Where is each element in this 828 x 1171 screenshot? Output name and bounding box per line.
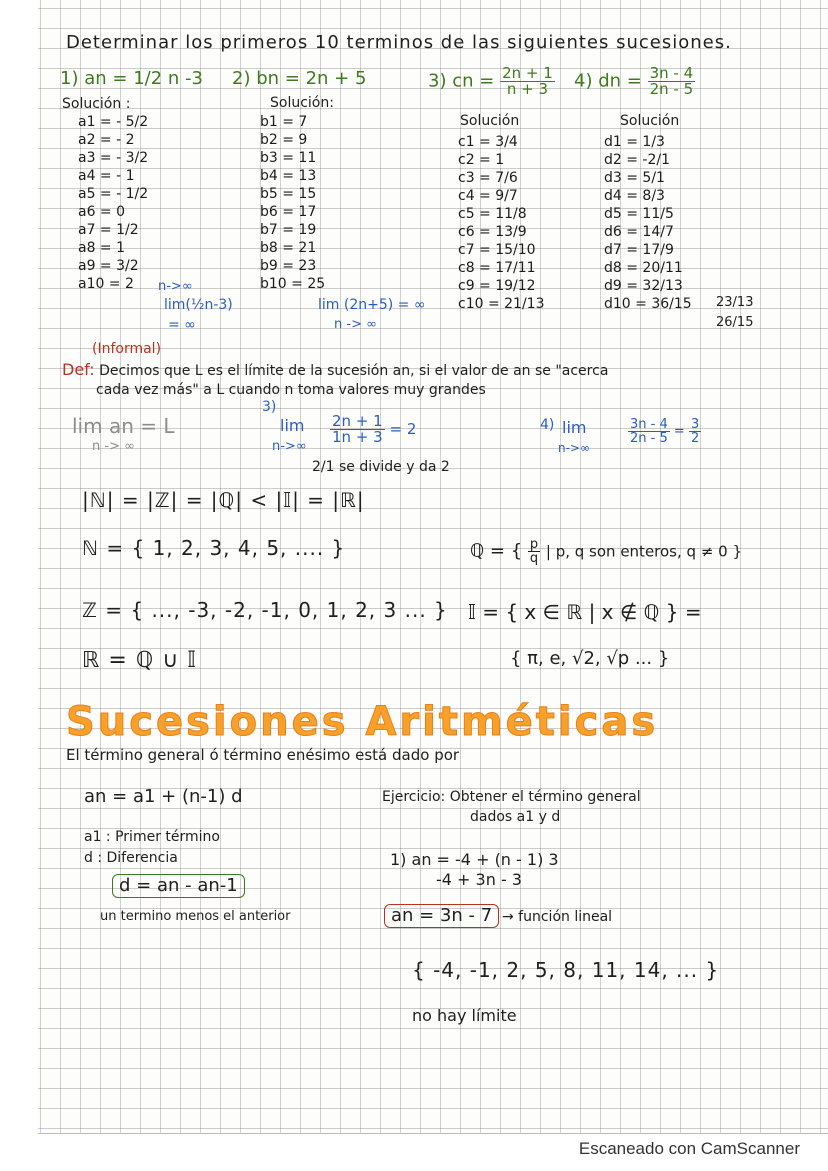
page-title: Determinar los primeros 10 terminos de las siguientes sucesiones.: [66, 32, 732, 53]
problem-4-lhs: dn =: [598, 70, 642, 92]
integers-set: ℤ = { ..., -3, -2, -1, 0, 1, 2, 3 ... }: [82, 598, 448, 622]
sequence-values: { -4, -1, 2, 5, 8, 11, 14, ... }: [412, 958, 720, 982]
term: d9 = 32/13: [604, 278, 683, 294]
paper-edge: [38, 1133, 828, 1134]
term: b4 = 13: [260, 168, 317, 184]
term: a8 = 1: [78, 240, 126, 256]
term: b8 = 21: [260, 240, 317, 256]
problem-1-label: 1): [60, 68, 79, 89]
definition-line-2: cada vez más" a L cuando n toma valores muy grandes: [96, 382, 486, 398]
fraction-denominator: 2n - 5: [630, 431, 668, 446]
example-3-fraction: [330, 414, 416, 445]
term: c5 = 11/8: [458, 206, 527, 222]
correction-d9: 23/13: [716, 295, 754, 310]
problem-1-formula: [60, 70, 203, 88]
term: d1 = 1/3: [604, 134, 665, 150]
fraction-numerator: 3n - 4: [630, 417, 668, 432]
term: c9 = 19/12: [458, 278, 536, 294]
term: a10 = 2: [78, 276, 134, 292]
term: a2 = - 2: [78, 132, 135, 148]
irrationals-set: 𝕀 = { x ∈ ℝ | x ∉ ℚ } =: [468, 600, 702, 624]
term: b5 = 15: [260, 186, 317, 202]
definition-line-1: [62, 362, 608, 378]
fraction-denominator: 1n + 3: [332, 428, 383, 446]
term: d4 = 8/3: [604, 188, 665, 204]
term: d2 = -2/1: [604, 152, 671, 168]
general-formula: an = a1 + (n-1) d: [84, 786, 243, 807]
term: a9 = 3/2: [78, 258, 139, 274]
section-title: Sucesiones Aritméticas: [66, 699, 659, 745]
problem-3-solution-label: Solución: [460, 113, 520, 129]
term: c7 = 15/10: [458, 242, 536, 258]
problem-1-rhs: 1/2 n -3: [133, 68, 203, 89]
problem-2-rhs: 2n + 5: [305, 68, 367, 89]
example-3-note: 2/1 se divide y da 2: [312, 459, 450, 475]
term: c3 = 7/6: [458, 170, 518, 186]
term: b10 = 25: [260, 276, 326, 292]
exercise-step-1: 1) an = -4 + (n - 1) 3: [390, 850, 559, 869]
fraction: [628, 418, 670, 445]
term: a7 = 1/2: [78, 222, 139, 238]
term: b2 = 9: [260, 132, 308, 148]
fraction-numerator: 3n - 4: [649, 64, 694, 82]
problem-2-lhs: bn =: [256, 68, 300, 89]
term: c1 = 3/4: [458, 134, 518, 150]
problem-1-lhs: an =: [84, 68, 128, 89]
d-formula-box: d = an - an-1: [112, 874, 245, 898]
problem-4-label: 4): [574, 70, 593, 92]
def-label: Def:: [62, 360, 95, 379]
fraction-denominator: n + 3: [506, 80, 548, 98]
naturals-set: ℕ = { 1, 2, 3, 4, 5, .... }: [82, 536, 346, 560]
example-3-result: = 2: [389, 420, 417, 438]
term: c8 = 17/11: [458, 260, 536, 276]
term: a1 = - 5/2: [78, 114, 149, 130]
term: c6 = 13/9: [458, 224, 527, 240]
problem-1-terms: [78, 113, 148, 293]
problem-4-formula: [574, 66, 695, 97]
example-3-lim: lim: [280, 416, 305, 435]
example-4-equals: =: [673, 424, 685, 439]
cardinality-relation: |ℕ| = |ℤ| = |ℚ| < |𝕀| = |ℝ|: [82, 488, 365, 512]
term: c2 = 1: [458, 152, 505, 168]
problem-3-fraction: [500, 66, 555, 97]
problem-3-label: 3): [428, 70, 447, 92]
term: a3 = - 3/2: [78, 150, 149, 166]
fraction: [330, 414, 385, 445]
example-3-label: 3): [262, 399, 277, 415]
term: a5 = - 1/2: [78, 186, 149, 202]
problem-2-label: 2): [232, 68, 251, 89]
problem-2-terms: [260, 113, 325, 293]
d-formula-note: un termino menos el anterior: [100, 909, 291, 924]
example-4-label: 4): [540, 417, 555, 433]
correction-d10: 26/15: [716, 315, 754, 330]
fraction-denominator: 2: [690, 431, 700, 446]
problem-1-solution-label: Solución :: [62, 96, 131, 112]
d-definition: d : Diferencia: [84, 850, 178, 866]
term: d7 = 17/9: [604, 242, 674, 258]
exercise-result-box: an = 3n - 7: [384, 904, 499, 928]
a1-definition: a1 : Primer término: [84, 829, 220, 845]
fraction-numerator: 2n + 1: [502, 64, 553, 82]
term: d5 = 11/5: [604, 206, 674, 222]
problem-4-solution-label: Solución: [620, 113, 680, 129]
problem-1-limit-result: = ∞: [168, 317, 196, 333]
problem-4-fraction: [648, 66, 696, 97]
irrationals-examples: { π, e, √2, √p ... }: [510, 648, 670, 669]
term: a4 = - 1: [78, 168, 135, 184]
term: b1 = 7: [260, 114, 308, 130]
general-limit: lim an = L: [72, 414, 175, 438]
problem-2-limit-bottom: n -> ∞: [334, 317, 377, 332]
term: a6 = 0: [78, 204, 126, 220]
problem-3-lhs: cn =: [452, 70, 495, 92]
example-4-fraction: [628, 418, 701, 445]
term: c10 = 21/13: [458, 296, 545, 312]
exercise-line-1: Ejercicio: Obtener el término general: [382, 789, 641, 805]
def-text: Decimos que L es el límite de la sucesión an, si el valor de an se "acerca: [99, 363, 609, 379]
exercise-result-note: → función lineal: [502, 909, 613, 925]
problem-3-formula: [428, 66, 555, 97]
rationals-fraction: [528, 538, 540, 565]
example-4-lim: lim: [562, 418, 587, 437]
term: d10 = 36/15: [604, 296, 692, 312]
problem-2-solution-label: Solución:: [270, 95, 334, 111]
problem-2-limit-expr: lim (2n+5) = ∞: [318, 297, 426, 313]
fraction-numerator: 2n + 1: [332, 412, 383, 430]
rationals-set: [470, 538, 742, 565]
term: b7 = 19: [260, 222, 317, 238]
term: d8 = 20/11: [604, 260, 683, 276]
exercise-line-2: dados a1 y d: [470, 809, 561, 825]
term: d3 = 5/1: [604, 170, 665, 186]
result-fraction: [689, 418, 701, 445]
term: d6 = 14/7: [604, 224, 674, 240]
reals-set: ℝ = ℚ ∪ 𝕀: [82, 648, 197, 673]
exercise-step-2: -4 + 3n - 3: [436, 870, 522, 889]
rationals-rhs: | p, q son enteros, q ≠ 0 }: [545, 542, 743, 561]
problem-4-terms: [604, 133, 692, 313]
term: b6 = 17: [260, 204, 317, 220]
problem-3-terms: [458, 133, 545, 313]
fraction-numerator: p: [529, 537, 539, 552]
term: b3 = 11: [260, 150, 317, 166]
no-limit-note: no hay límite: [412, 1006, 517, 1025]
term: c4 = 9/7: [458, 188, 518, 204]
example-3-sub: n->∞: [272, 439, 307, 454]
fraction-denominator: 2n - 5: [649, 80, 694, 98]
term: b9 = 23: [260, 258, 317, 274]
general-limit-sub: n -> ∞: [92, 439, 135, 454]
problem-1-limit-top: n->∞: [158, 279, 193, 294]
fraction-denominator: q: [529, 551, 539, 566]
problem-1-limit-expr: lim(½n-3): [164, 297, 233, 313]
informal-label: (Informal): [92, 341, 162, 357]
rationals-lhs: ℚ = {: [470, 540, 523, 562]
fraction-numerator: 3: [690, 417, 700, 432]
camscanner-watermark: Escaneado con CamScanner: [578, 1139, 800, 1158]
problem-2-formula: [232, 70, 366, 88]
example-4-sub: n->∞: [558, 441, 590, 455]
section-intro: El término general ó término enésimo está dado por: [66, 746, 460, 764]
